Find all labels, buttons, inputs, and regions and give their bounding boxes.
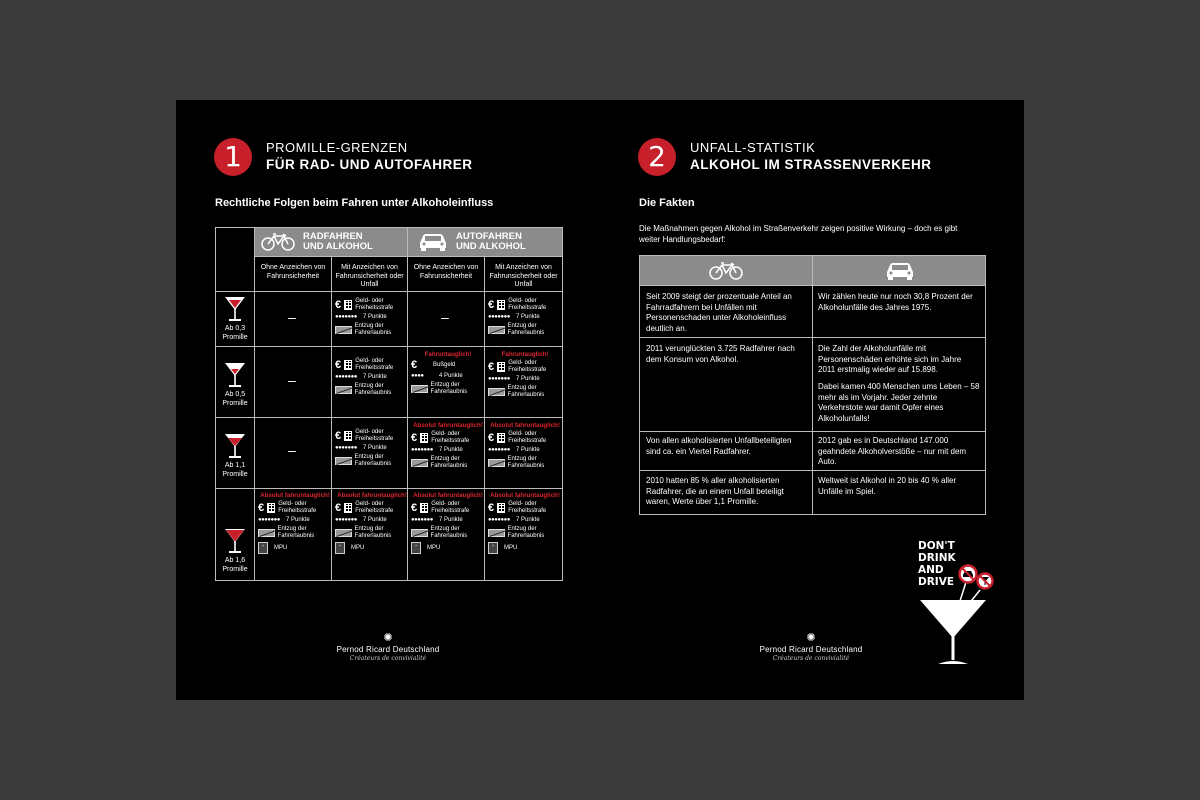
penalty-cell	[411, 492, 485, 554]
fact-bike-3: Von allen alkoholisierten Unfallbeteiligten sind ca. ein Viertel Radfahrer.	[646, 436, 792, 456]
points-dots-icon: ●●●●	[411, 373, 424, 379]
warning-label: Fahruntauglich!	[424, 351, 472, 358]
penalty-cell	[335, 296, 409, 337]
mpu-icon: +	[411, 542, 421, 554]
prison-bars-icon	[344, 360, 352, 370]
points-line	[488, 314, 562, 321]
fine-line	[335, 429, 409, 443]
prison-bars-icon	[497, 503, 505, 513]
prison-bars-icon	[344, 503, 352, 513]
license-revoked-icon	[335, 326, 352, 334]
points-line	[335, 445, 409, 452]
logo-tagline: Créateurs de convivialité	[349, 655, 427, 662]
points-dots-icon: ●●●●●●●	[488, 517, 510, 523]
cocktail-glass-icon	[224, 528, 246, 554]
grid-line	[640, 431, 985, 432]
points-line	[258, 517, 332, 524]
points-text: 7 Punkte	[439, 447, 463, 453]
euro-icon: €	[411, 359, 418, 371]
group-label-bike	[303, 232, 373, 252]
warning-label: Absolut fahruntauglich!	[260, 492, 330, 499]
no-consequence-dash: –	[441, 309, 449, 325]
promille-table	[215, 227, 563, 581]
points-line	[335, 374, 409, 381]
grid-line	[640, 470, 985, 471]
points-text: 7 Punkte	[439, 517, 463, 523]
prison-bars-icon	[420, 503, 428, 513]
group-header-bike	[255, 228, 407, 256]
logo-name: Pernod Ricard Deutschland	[759, 645, 863, 654]
warning-label: Absolut fahruntauglich!	[490, 422, 560, 429]
points-dots-icon: ●●●●●●●	[488, 314, 510, 320]
fine-text: Geld- oder Freiheitsstrafe	[508, 360, 547, 373]
prison-bars-icon	[420, 433, 428, 443]
mpu-line	[411, 542, 485, 554]
fine-text: Geld- oder Freiheitsstrafe	[431, 501, 470, 514]
penalty-cell	[335, 356, 409, 397]
penalty-cell	[488, 351, 562, 399]
fine-line	[411, 360, 485, 371]
section-title	[266, 140, 473, 172]
points-text: 7 Punkte	[363, 374, 387, 380]
license-revoked-icon	[411, 385, 428, 393]
points-dots-icon: ●●●●●●●	[411, 447, 433, 453]
row-label-1-1	[216, 433, 254, 479]
license-revoked-icon	[411, 529, 428, 537]
fine-text: Bußgeld	[433, 362, 456, 368]
points-text: 7 Punkte	[516, 376, 540, 382]
license-revoked-icon	[488, 529, 505, 537]
no-consequence-dash: –	[288, 372, 296, 388]
penalty-cell	[411, 351, 485, 396]
points-text: 7 Punkte	[516, 517, 540, 523]
column-header: Ohne Anzeichen von Fahrunsicherheit	[260, 264, 326, 280]
fact-bike-2: 2011 verunglückten 3.725 Radfahrer nach dem Konsum von Alkohol.	[646, 344, 795, 364]
fine-line	[488, 298, 562, 312]
column-header: Mit Anzeichen von Fahrunsicherheit oder Unfall	[489, 264, 558, 288]
license-text: Entzug der Fahrerlaubnis	[507, 526, 545, 539]
cocktail-glass-icon	[224, 433, 246, 459]
fine-line	[335, 298, 409, 312]
warning-label: Fahruntauglich!	[501, 351, 549, 358]
row-label-text: Ab 0,3	[224, 325, 246, 332]
facts-header-bike	[640, 256, 812, 285]
column-header: Mit Anzeichen von Fahrunsicherheit oder Unfall	[335, 264, 404, 288]
mpu-icon: +	[335, 542, 345, 554]
license-line	[488, 456, 562, 470]
euro-icon: €	[488, 298, 495, 311]
car-icon	[418, 233, 448, 251]
license-revoked-icon	[335, 457, 352, 465]
fact-car-1: Wir zählen heute nur noch 30,8 Prozent der Alkoholunfälle des Jahres 1975.	[818, 292, 973, 312]
euro-icon: €	[411, 501, 418, 514]
license-revoked-icon	[411, 459, 428, 467]
intro-text: Die Maßnahmen gegen Alkohol im Straßenverkehr zeigen positive Wirkung – doch es gibt weiter Handlungsbedarf:	[639, 224, 958, 244]
brochure-spread	[176, 100, 1024, 700]
license-revoked-icon	[488, 388, 505, 396]
group-label-line: RADFAHREN	[303, 231, 363, 242]
fine-line	[335, 358, 409, 372]
group-label-line: AUTOFAHREN	[456, 231, 522, 242]
fine-text: Geld- oder Freiheitsstrafe	[355, 358, 394, 371]
bicycle-icon	[261, 233, 295, 251]
grid-line	[216, 417, 562, 418]
prison-bars-icon	[497, 300, 505, 310]
points-line	[335, 314, 409, 321]
license-line	[335, 454, 409, 468]
row-label-text: Ab 1,1	[224, 462, 246, 469]
prison-bars-icon	[344, 300, 352, 310]
campaign-line: AND	[918, 564, 944, 576]
penalty-cell	[488, 492, 562, 554]
fact-car-2: Die Zahl der Alkoholunfälle mit Personenschäden erhöhte sich im Jahre 2011 erstmalig wieder auf 15.898.	[818, 344, 962, 374]
fine-text: Geld- oder Freiheitsstrafe	[278, 501, 317, 514]
group-label-car	[456, 232, 526, 252]
pernod-ricard-logo	[746, 633, 876, 662]
euro-icon: €	[411, 431, 418, 444]
points-line	[335, 517, 409, 524]
mpu-text: MPU	[274, 544, 288, 551]
facts-table	[639, 255, 986, 515]
left-page	[176, 100, 600, 700]
row-label-text: Promille	[222, 565, 248, 573]
penalty-cell	[488, 422, 562, 470]
section-number: 1	[214, 138, 252, 176]
right-page	[600, 100, 1024, 700]
campaign-line: DRINK	[918, 552, 956, 564]
license-text: Entzug der Fahrerlaubnis	[507, 323, 545, 336]
license-line	[335, 526, 409, 540]
row-label-0-5	[216, 362, 254, 408]
martini-glass-icon	[918, 540, 1008, 670]
row-label-0-3	[216, 296, 254, 342]
points-line	[488, 376, 562, 383]
penalty-cell	[258, 492, 332, 554]
fine-text: Geld- oder Freiheitsstrafe	[508, 298, 547, 311]
section-title-line1: UNFALL-STATISTIK	[690, 140, 816, 155]
dont-drink-and-drive-emblem	[918, 540, 1008, 670]
section-title	[690, 140, 932, 172]
prison-bars-icon	[497, 362, 505, 372]
row-label-text: Promille	[222, 470, 248, 478]
fact-car-4: Weltweit ist Alkohol in 20 bis 40 % aller Unfälle im Spiel.	[818, 476, 957, 496]
row-label-text: Ab 0,5	[224, 391, 246, 398]
group-header-car	[408, 228, 562, 256]
license-revoked-icon	[488, 459, 505, 467]
campaign-line: DON'T	[918, 540, 955, 552]
grid-line	[640, 285, 985, 286]
fine-line	[488, 431, 562, 445]
points-dots-icon: ●●●●●●●	[335, 314, 357, 320]
license-text: Entzug der Fahrerlaubnis	[354, 454, 392, 467]
euro-icon: €	[258, 501, 265, 514]
fine-text: Geld- oder Freiheitsstrafe	[355, 501, 394, 514]
points-dots-icon: ●●●●●●●	[411, 517, 433, 523]
license-text: Entzug der Fahrerlaubnis	[430, 526, 468, 539]
fine-line	[335, 501, 409, 515]
mpu-line	[488, 542, 562, 554]
fine-line	[411, 501, 485, 515]
no-drinking-sign-icon	[976, 572, 994, 590]
fine-line	[258, 501, 332, 515]
cocktail-glass-icon	[224, 296, 246, 322]
license-line	[411, 382, 485, 396]
points-line	[411, 517, 485, 524]
grid-line	[640, 337, 985, 338]
bicycle-icon	[709, 262, 743, 280]
license-text: Entzug der Fahrerlaubnis	[430, 382, 468, 395]
points-text: 7 Punkte	[363, 314, 387, 320]
row-label-text: Promille	[222, 399, 248, 407]
fine-text: Geld- oder Freiheitsstrafe	[355, 298, 394, 311]
warning-label: Absolut fahruntauglich!	[413, 492, 483, 499]
fact-bike-1: Seit 2009 steigt der prozentuale Anteil an Fahrradfahrern bei Unfällen mit Personenschaden unter Alkoholeinfluss deutlich an.	[646, 292, 792, 333]
license-text: Entzug der Fahrerlaubnis	[277, 526, 315, 539]
row-label-text: Ab 1,6	[224, 557, 246, 564]
mpu-line	[335, 542, 409, 554]
fact-car-2b: Dabei kamen 400 Menschen ums Leben – 58 mehr als im Vorjahr. Jeder zehnte Verkehrstote war damit Opfer eines Alkoholunfalls!	[818, 382, 980, 423]
license-text: Entzug der Fahrerlaubnis	[507, 456, 545, 469]
pernod-ricard-logo	[323, 633, 453, 662]
fine-line	[411, 431, 485, 445]
section-title-line2: FÜR RAD- UND AUTOFAHRER	[266, 157, 473, 172]
euro-icon: €	[488, 431, 495, 444]
warning-label: Absolut fahruntauglich!	[490, 492, 560, 499]
mpu-icon: +	[488, 542, 498, 554]
logo-name: Pernod Ricard Deutschland	[336, 645, 440, 654]
logo-star-icon: ✺	[806, 632, 816, 644]
license-line	[488, 526, 562, 540]
license-line	[258, 526, 332, 540]
logo-star-icon: ✺	[383, 632, 393, 644]
points-dots-icon: ●●●●●●●	[488, 376, 510, 382]
points-line	[411, 373, 485, 380]
license-revoked-icon	[488, 326, 505, 334]
row-label-1-6	[216, 528, 254, 574]
grid-line	[812, 256, 813, 514]
euro-icon: €	[335, 501, 342, 514]
points-line	[411, 447, 485, 454]
license-text: Entzug der Fahrerlaubnis	[354, 383, 392, 396]
fine-text: Geld- oder Freiheitsstrafe	[355, 429, 394, 442]
euro-icon: €	[335, 298, 342, 311]
fine-line	[488, 501, 562, 515]
points-text: 7 Punkte	[286, 517, 310, 523]
no-driving-sign-icon	[958, 564, 978, 584]
fine-text: Geld- oder Freiheitsstrafe	[508, 501, 547, 514]
points-text: 7 Punkte	[516, 447, 540, 453]
penalty-cell	[335, 427, 409, 468]
warning-label: Absolut fahruntauglich!	[337, 492, 407, 499]
points-dots-icon: ●●●●●●●	[488, 447, 510, 453]
fine-line	[488, 360, 562, 374]
points-line	[488, 517, 562, 524]
points-text: 7 Punkte	[363, 517, 387, 523]
campaign-line: DRIVE	[918, 576, 955, 588]
prison-bars-icon	[344, 431, 352, 441]
license-line	[335, 323, 409, 337]
row-label-text: Promille	[222, 333, 248, 341]
no-consequence-dash: –	[288, 442, 296, 458]
column-header: Ohne Anzeichen von Fahrunsicherheit	[413, 264, 479, 280]
license-text: Entzug der Fahrerlaubnis	[354, 526, 392, 539]
section-title-line1: PROMILLE-GRENZEN	[266, 140, 408, 155]
facts-header-car	[813, 256, 985, 285]
mpu-text: MPU	[504, 544, 518, 551]
license-revoked-icon	[335, 386, 352, 394]
fact-bike-4: 2010 hatten 85 % aller alkoholisierten Radfahrer, die an einem Unfall beteiligt waren, Werte über 1,1 Promille.	[646, 476, 784, 506]
mpu-text: MPU	[427, 544, 441, 551]
license-revoked-icon	[258, 529, 275, 537]
penalty-cell	[488, 296, 562, 337]
mpu-text: MPU	[351, 544, 365, 551]
fine-text: Geld- oder Freiheitsstrafe	[431, 431, 470, 444]
warning-label: Absolut fahruntauglich!	[413, 422, 483, 429]
license-text: Entzug der Fahrerlaubnis	[430, 456, 468, 469]
section-title-line2: ALKOHOL IM STRASSENVERKEHR	[690, 157, 932, 172]
license-line	[488, 323, 562, 337]
prison-bars-icon	[497, 433, 505, 443]
license-line	[411, 456, 485, 470]
points-dots-icon: ●●●●●●●	[258, 517, 280, 523]
group-label-line: UND ALKOHOL	[303, 241, 373, 252]
points-text: 7 Punkte	[363, 445, 387, 451]
euro-icon: €	[488, 501, 495, 514]
license-text: Entzug der Fahrerlaubnis	[354, 323, 392, 336]
section-subtitle: Die Fakten	[639, 197, 695, 209]
mpu-icon: +	[258, 542, 268, 554]
grid-line	[216, 291, 562, 292]
points-dots-icon: ●●●●●●●	[335, 445, 357, 451]
penalty-cell	[335, 492, 409, 554]
euro-icon: €	[335, 358, 342, 371]
euro-icon: €	[488, 360, 495, 373]
points-dots-icon: ●●●●●●●	[335, 517, 357, 523]
fine-text: Geld- oder Freiheitsstrafe	[508, 431, 547, 444]
license-line	[411, 526, 485, 540]
license-text: Entzug der Fahrerlaubnis	[507, 385, 545, 398]
grid-line	[216, 346, 562, 347]
points-dots-icon: ●●●●●●●	[335, 374, 357, 380]
section-subtitle: Rechtliche Folgen beim Fahren unter Alkoholeinfluss	[215, 197, 494, 209]
points-text: 4 Punkte	[439, 373, 463, 379]
no-consequence-dash: –	[288, 309, 296, 325]
license-revoked-icon	[335, 529, 352, 537]
euro-icon: €	[335, 429, 342, 442]
license-line	[488, 385, 562, 399]
logo-tagline: Créateurs de convivialité	[772, 655, 850, 662]
mpu-line	[258, 542, 332, 554]
penalty-cell	[411, 422, 485, 470]
group-label-line: UND ALKOHOL	[456, 241, 526, 252]
points-text: 7 Punkte	[516, 314, 540, 320]
section-number: 2	[638, 138, 676, 176]
license-line	[335, 383, 409, 397]
cocktail-glass-icon	[224, 362, 246, 388]
fact-car-3: 2012 gab es in Deutschland 147.000 geahndete Alkoholverstöße – nur mit dem Auto.	[818, 436, 967, 466]
grid-line	[216, 488, 562, 489]
prison-bars-icon	[267, 503, 275, 513]
car-icon	[885, 262, 915, 280]
points-line	[488, 447, 562, 454]
